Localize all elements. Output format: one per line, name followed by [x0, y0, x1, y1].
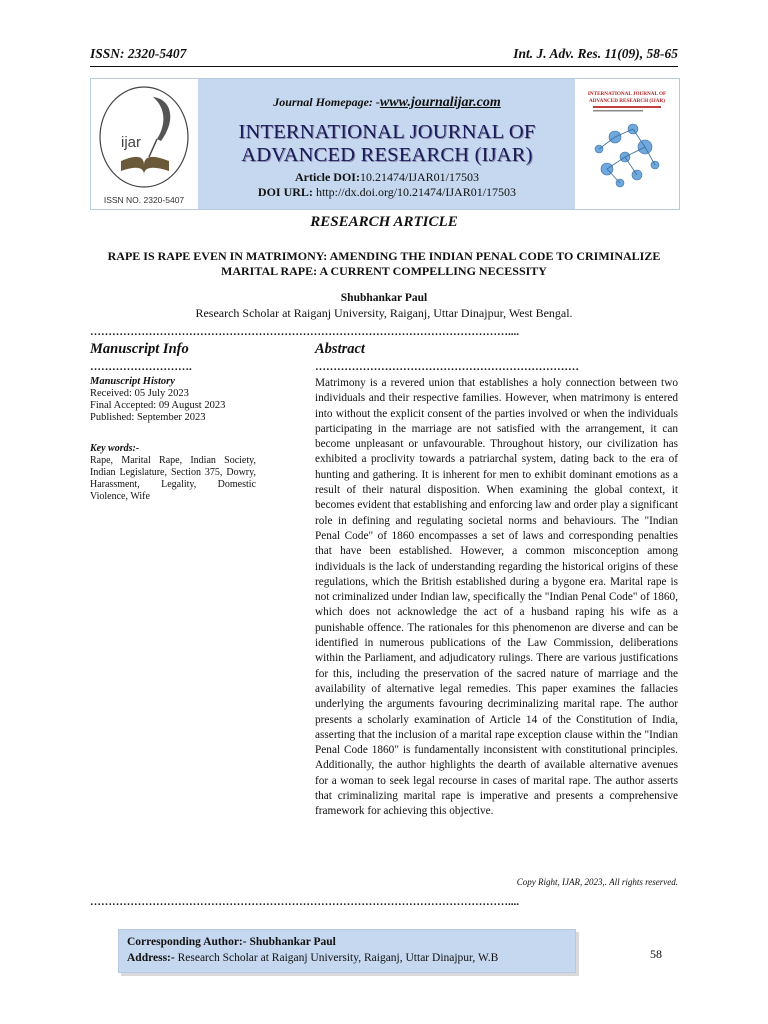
journal-logo [91, 79, 198, 209]
svg-text:ADVANCED RESEARCH (IJAR): ADVANCED RESEARCH (IJAR) [589, 98, 665, 104]
received-date: Received: 05 July 2023 [90, 388, 189, 399]
logo-issn: ISSN NO. 2320-5407 [103, 195, 185, 205]
citation-text: Int. J. Adv. Res. 11(09), 58-65 [513, 46, 678, 61]
accepted-date: Final Accepted: 09 August 2023 [90, 400, 226, 411]
homepage-line [199, 95, 575, 111]
history-heading: Manuscript History [90, 376, 175, 387]
keywords-heading: Key words:- [90, 443, 140, 454]
page-number: 58 [650, 947, 662, 961]
journal-cover [575, 79, 679, 209]
issn-text: ISSN: 2320-5407 [90, 46, 187, 61]
divider-dotted: …………………………………………………………………………………………………….... [90, 897, 519, 907]
cover-title: INTERNATIONAL JOURNAL OF [587, 91, 667, 97]
manuscript-info-heading: Manuscript Info [90, 341, 189, 357]
keywords-text: Rape, Marital Rape, Indian Society, Indian Legislature, Section 375, Dowry, Harassment, Legality, Domestic Violence, Wife [90, 455, 256, 502]
manuscript-history [90, 376, 256, 424]
divider-dotted: …………………………………………………………………………………………………….... [90, 327, 519, 337]
article-title-line2: MARITAL RAPE: A CURRENT COMPELLING NECESSITY [221, 264, 547, 278]
journal-banner [90, 78, 680, 210]
divider-dotted: ………………………. [90, 362, 192, 372]
doi-url-label: DOI URL: [257, 185, 313, 199]
published-date: Published: September 2023 [90, 412, 206, 423]
journal-title [199, 121, 575, 167]
copyright-text: Copy Right, IJAR, 2023,. All rights reserved. [516, 877, 678, 887]
doi-url-link[interactable]: http://dx.doi.org/10.21474/IJAR01/17503 [315, 185, 517, 199]
logo-text: ijar [121, 134, 142, 151]
corresponding-label: Corresponding Author:- [127, 936, 250, 948]
doi-block [199, 170, 575, 200]
running-header [90, 44, 678, 67]
keywords-block [90, 443, 256, 503]
doi-value: 10.21474/IJAR01/17503 [359, 170, 479, 184]
ijar-logo-icon [91, 79, 198, 209]
article-title [90, 249, 678, 279]
doi-label: Article DOI: [295, 170, 360, 184]
abstract-text: Matrimony is a revered union that establishes a holy connection between two individuals and their respective families. However, when matrimony is entered into without the explicit consent of the parties involved or when the individuals participating in the marriage are not satisfied with the arrangement, it can become unpleasant or unfavourable. Throughout history, our civilization has exhibited a proclivity towards a patriarchal system, dating back to the era of hunting and gathering. It is inherent for men to exhibit dominant emotions as a result of their natural disposition. When examining the global context, it becomes evident that establishing and enforcing law and order play a significant role in defining and regulating societal norms and behaviours. The "Indian Penal Code" of 1860 encompasses a set of laws and corresponding penalties that have been established. However, a common misconception among individuals is the lack of understanding regarding the historical origins of these regulations, which the British established during a bygone era. Marital rape is not criminalized under Indian law, specifically the "Indian Penal Code" of 1860, which does not acknowledge the act of a husband raping his wife as a punishable offence. The rationales for this phenomenon are diverse and can be identified in numerous publications of the Law Commission, deliberations within the Parliament, and adjudicatory rulings. There are various justifications for this, including the preservation of the sacred nature of marriage and the availability of alternative legal remedies. This paper examines the fallacies underlying the arguments favouring decriminalizing marital rape. The author presents a scholarly examination of Article 14 of the Constitution of India, asserting that the inclusion of a marital rape exception clause within the "Indian Penal Code 1860" is fundamentally inconsistent with constitutional principles. Additionally, the author highlights the dearth of available alternative avenues for a woman to seek legal recourse in cases of marital rape. The author asserts that criminalizing marital rape is imperative and presents a comprehensive framework for achieving this objective. [315, 377, 678, 818]
journal-cover-icon [575, 79, 679, 209]
homepage-label: Journal Homepage: - [273, 95, 380, 109]
journal-title-line1: INTERNATIONAL JOURNAL OF [238, 121, 536, 143]
article-type: RESEARCH ARTICLE [310, 214, 458, 230]
address-label: Address:- [127, 952, 178, 964]
address-value: Research Scholar at Raiganj University, Raiganj, Uttar Dinajpur, W.B [177, 952, 499, 964]
address-line [127, 952, 498, 964]
author-name: Shubhankar Paul [340, 292, 428, 304]
corresponding-author-box [118, 929, 576, 973]
abstract-heading: Abstract [315, 341, 365, 357]
article-title-line1: RAPE IS RAPE EVEN IN MATRIMONY: AMENDING THE INDIAN PENAL CODE TO CRIMINALIZE [107, 249, 661, 263]
corresponding-name: Shubhankar Paul [249, 936, 336, 948]
author-affiliation: Research Scholar at Raiganj University, Raiganj, Uttar Dinajpur, West Bengal. [195, 306, 573, 320]
corresponding-author-line [127, 936, 336, 948]
divider-dotted: ……………………………………………………………… [315, 362, 579, 372]
homepage-link[interactable]: www.journalijar.com [379, 95, 501, 110]
journal-title-line2: ADVANCED RESEARCH (IJAR) [241, 144, 533, 166]
